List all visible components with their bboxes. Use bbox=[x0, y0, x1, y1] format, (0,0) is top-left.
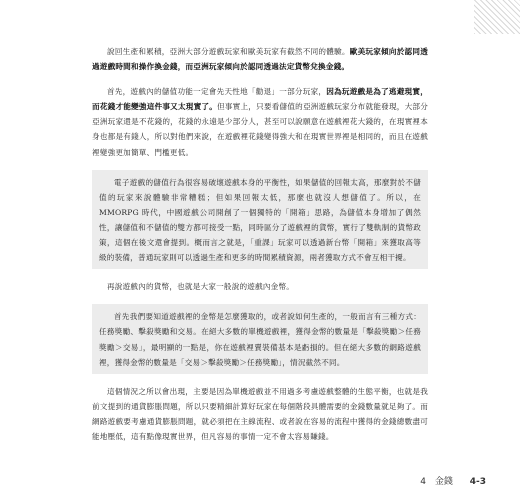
corner-decoration bbox=[474, 0, 520, 34]
paragraph bbox=[99, 309, 421, 369]
body-text: 再說遊戲內的貨幣，也就是大家一般說的遊戲內金幣。 bbox=[107, 282, 295, 292]
shaded-block bbox=[92, 304, 428, 373]
body-text: 說回生產和累積，亞洲大部分遊戲玩家和歐美玩家有截然不同的體驗。 bbox=[107, 47, 350, 56]
page-footer bbox=[414, 474, 486, 487]
footer-chapter-number: 4 bbox=[420, 477, 426, 487]
bold-text: 歐美玩家傾向於認同透過遊戲時間和操作換金錢，而亞洲玩家傾向於認同透過法定貨幣兌換金錢。 bbox=[92, 47, 428, 72]
footer-chapter-title: 金錢 bbox=[434, 477, 453, 487]
paragraph bbox=[92, 384, 428, 444]
paragraph bbox=[92, 279, 428, 294]
paragraph bbox=[92, 84, 428, 159]
paragraph bbox=[92, 44, 428, 74]
body-text: 但事實上，只要看儲值的亞洲遊戲玩家分布就能發現，大部分亞洲玩家還是不花錢的，花錢的永遠是少部分人，甚至可以說願意在遊戲裡花大錢的，在現實裡本身也都是有錢人，所以對他們來說，在遊戲裡花錢變得強大和在現實世界裡是相同的，而且在遊戲裡變強更加簡單、門檻更低。 bbox=[92, 102, 428, 157]
page-body bbox=[92, 44, 428, 454]
bold-text: 因為玩遊戲是為了逃避現實，而花錢才能變強這件事又太現實了。 bbox=[92, 87, 428, 112]
shaded-block bbox=[92, 170, 428, 270]
footer-page-number: 4-3 bbox=[469, 477, 486, 487]
body-text: 這個情況之所以會出現，主要是因為單機遊戲並不用過多考慮遊戲整體的生態平衡，也就是我前文提到的通貨膨脹問題，所以只要精細計算好玩家在每個階段具體需要的金錢數量就足夠了。而網路遊戲要考慮通貨膨脹問題，就必須把在主線流程、或者說在容易的流程中獲得的金錢總數盡可能地壓低，這有點像現實世界，但凡容易的事情一定不會太容易賺錢。 bbox=[92, 386, 428, 441]
body-text: 電子遊戲的儲值行為很容易破壞遊戲本身的平衡性，如果儲值的回報太高，那麼對於不儲值的玩家來說體驗非常糟糕；但如果回報太低，那麼也就沒人想儲值了。所以，在 MMORPG 時代，中國遊戲公司開創了一個獨特的「開箱」思路，為儲值本身增加了偶然性，讓儲值和不儲值的雙方都可接受一點，同時區分了遊戲裡的貨幣，實行了雙軌制的貨幣政策，這個在後文還會提到。概而言之就是，「重課」玩家可以透過新台幣「開箱」來獲取高等級的裝備，普通玩家則可以透過生產和更多的時間累積資源，兩者獲取方式不會互相干擾。 bbox=[99, 177, 421, 263]
body-text: 首先我們要知道遊戲裡的金幣是怎麼獲取的，或者說如何生產的，一般而言有三種方式：任務獎勵、擊殺獎勵和交易。在絕大多數的單機遊戲裡，獲得金幣的數量是「擊殺獎勵＞任務獎勵＞交易」，最明顯的一點是，你在遊戲裡賣裝備基本是虧損的。但在絕大多數的網路遊戲裡，獲得金幣的數量是「交易＞擊殺獎勵＞任務獎勵」，情況截然不同。 bbox=[99, 312, 421, 367]
paragraph bbox=[99, 175, 421, 266]
body-text: 首先，遊戲內的儲值功能一定會先天性地「勸退」一部分玩家， bbox=[107, 87, 327, 97]
